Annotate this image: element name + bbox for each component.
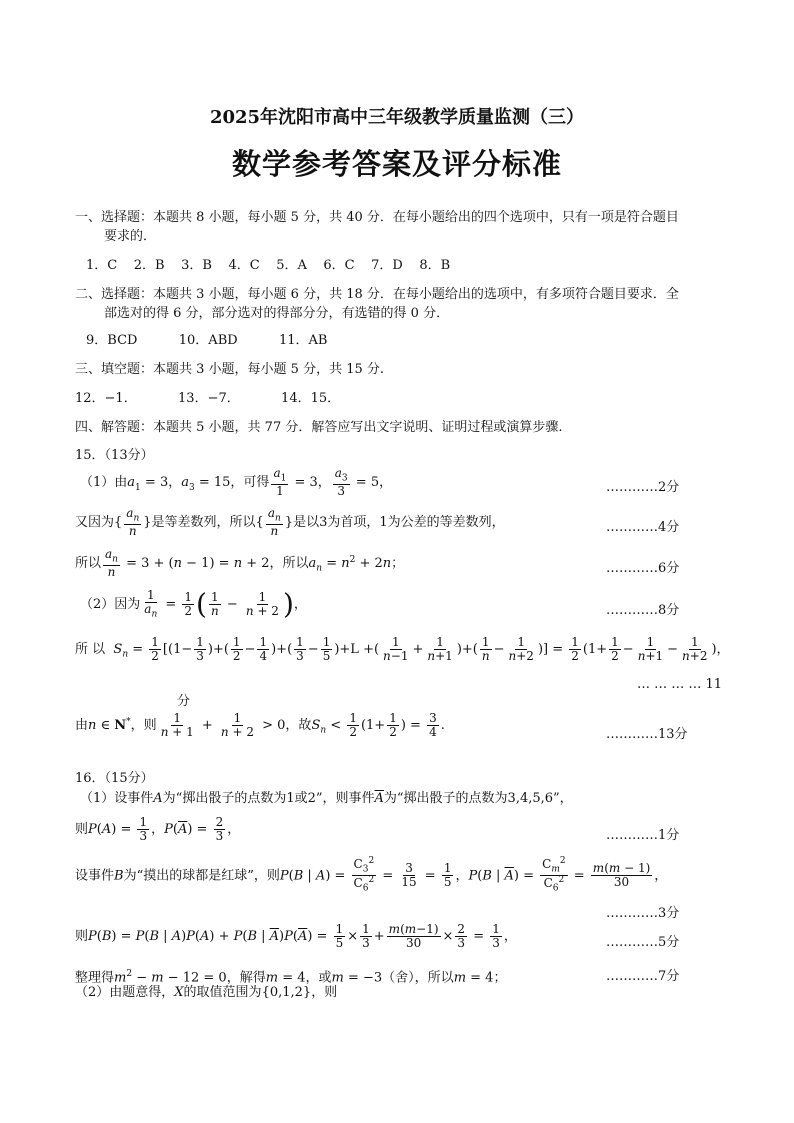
q15-title: 15．（13分） [75, 448, 154, 463]
q15-line2: 又因为{ $\frac{a_n}{n}$ }是等差数列，所以{ $\frac{a_n}{n}$ }是以3为首项，1为公差的等差数列， [75, 506, 505, 539]
section3-heading: 三、填空题：本题共 3 小题，每小题 5 分，共 15 分. [75, 362, 385, 377]
q15-line5: 所 以 $S_n$ = $\frac{1}{2}$ [(1− $\frac{1}{3}$ )+( $\frac{1}{2}$ − $\frac{1}{4}$ )+( $\frac{1}{3}$ − $\frac{1}{5}$ )+L +( $\frac{1}{n-1}$ + $\frac{1}{n+1}$ )+( $\frac{1}{n}$ − $\frac{1}{n+2}$ )] = $\frac{1}{2}$ (1+ $\frac{1}{2}$ − $\frac{1}{n+1}$ − $\frac{1}{n+2}$ )， [75, 635, 730, 664]
section2-answers: 9．BCD 10．ABD 11．AB [86, 333, 328, 348]
q16-score-5: …………5分 [606, 935, 680, 950]
q16-score-7: …………7分 [606, 969, 680, 984]
q15-score-13: …………13分 [606, 727, 688, 742]
q16-line5: 整理得$m^2 - m - 12 = 0$，解得m = 4，或m = −3（舍），所以m = 4； [75, 969, 507, 986]
section3-answers: 12．−1． 13．−7． 14．15． [75, 391, 341, 406]
q15-score-11-unit: 分 [177, 694, 191, 709]
section2-heading: 二、选择题：本题共 3 小题，每小题 6 分，共 18 分．在每小题给出的选项中，有多项符合题目要求．全 [75, 287, 679, 302]
q15-score-11: … … … … 11 [637, 677, 723, 692]
q15-score-2: …………2分 [606, 480, 680, 495]
section4-heading: 四、解答题：本题共 5 小题，共 77 分．解答应写出文字说明、证明过程或演算步骤. [75, 420, 563, 435]
section2-heading-cont: 部选对的得 6 分，部分选对的得部分分，有选错的得 0 分． [104, 306, 450, 321]
q15-line6: 由n ∈ N*，则 $\frac{1}{n + 1}$ + $\frac{1}{n + 2}$ > 0，故$S_n$ < $\frac{1}{2}$ (1+ $\frac{1}{2}$ ) = $\frac{3}{4}$ . [75, 711, 445, 740]
section1-heading-cont: 要求的． [104, 229, 157, 244]
q16-title: 16．（15分） [75, 771, 154, 786]
q16-line3: 设事件B为“摸出的球都是红球”，则P(B | A) = $\frac{C_3^2}{C_6^2}$ = $\frac{3}{15}$ = $\frac{1}{5}$ ，P(B | $\overline{A}$) = $\frac{C_m^2}{C_6^2}$ = $\frac{m(m - 1)}{30}$ ， [75, 856, 668, 894]
q16-score-3: …………3分 [606, 906, 680, 921]
q15-line4: （2）因为 $\frac{1}{a_n}$ = $\frac{1}{2}$ ( $\frac{1}{n}$ − $\frac{1}{n + 2}$ )， [80, 587, 307, 621]
q15-score-4: …………4分 [606, 520, 680, 535]
q15-score-6: …………6分 [606, 561, 680, 576]
q16-line6: （2）由题意得，X的取值范围为{0,1,2}，则 [75, 985, 338, 1000]
answer-key-title: 数学参考答案及评分标准 [231, 147, 562, 181]
q15-score-8: …………8分 [606, 603, 680, 618]
section1-answers: 1．C 2．B 3．B 4．C 5．A 6．C 7．D 8．B [86, 258, 451, 273]
section1-heading: 一、选择题：本题共 8 小题，每小题 5 分，共 40 分．在每小题给出的四个选项中，只有一项是符合题目 [75, 210, 679, 225]
exam-title: 2025年沈阳市高中三年级教学质量监测（三） [209, 107, 585, 128]
q15-line1: （1）由$a_1 = 3$，$a_3 = 15$，可得 $\frac{a_1}{1}$ = 3， $\frac{a_3}{3}$ = 5， [80, 466, 393, 499]
q16-score-1: …………1分 [606, 828, 680, 843]
q16-line4: 则P(B) = P(B | A)P(A) + P(B | $\overline{A})P(\overline{A})$ = $\frac{1}{5}$ × $\frac{1}{3}$ + $\frac{m(m-1)}{30}$ × $\frac{2}{3}$ = $\frac{1}{3}$ ， [75, 922, 517, 951]
q15-line3: 所以 $\frac{a_n}{n}$ = 3 + (n − 1) = n + 2，所以$a_n = n^2 + 2n$； [75, 547, 405, 580]
q16-line2: 则P(A) = $\frac{1}{3}$ ，$P(\overline{A})$ = $\frac{2}{3}$ ， [75, 815, 241, 844]
q16-line1: （1）设事件A为“掷出骰子的点数为1或2”，则事件$\overline{A}$为“掷出骰子的点数为3,4,5,6”， [80, 791, 573, 806]
